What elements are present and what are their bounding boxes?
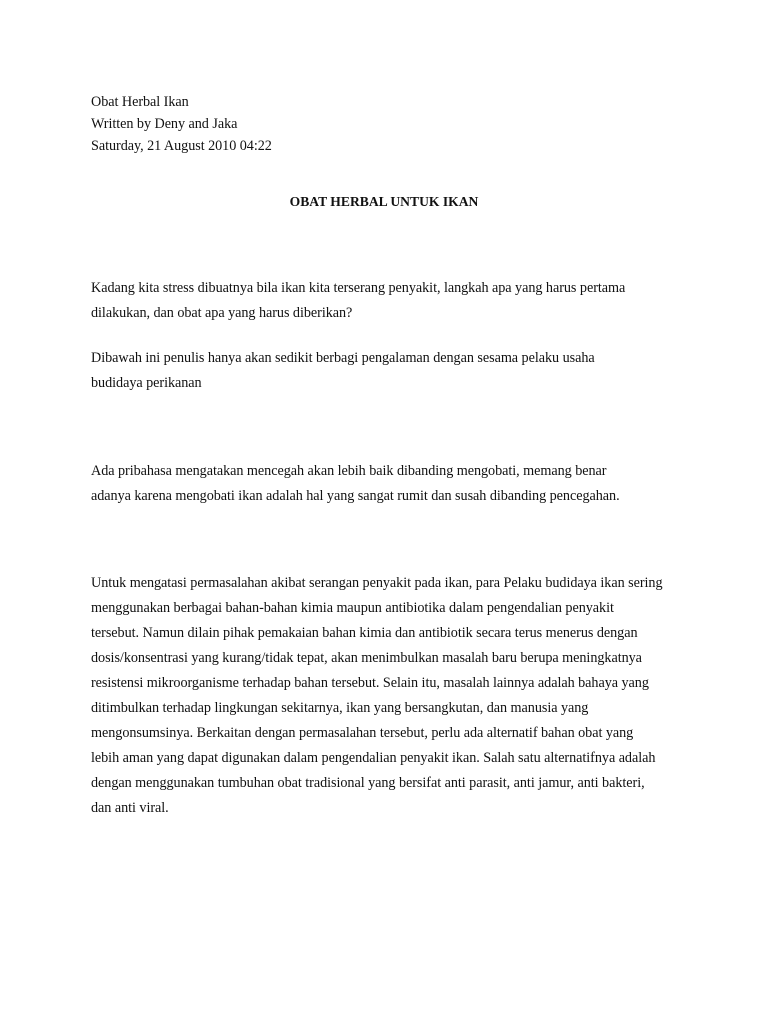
document-title: Obat Herbal Ikan — [91, 94, 189, 110]
paragraph-line: menggunakan berbagai bahan-bahan kimia maupun antibiotika dalam pengendalian penyakit — [91, 600, 614, 616]
paragraph-line: dilakukan, dan obat apa yang harus diberikan? — [91, 305, 353, 321]
paragraph-line: tersebut. Namun dilain pihak pemakaian bahan kimia dan antibiotik secara terus menerus dengan — [91, 625, 638, 641]
paragraph-line: dosis/konsentrasi yang kurang/tidak tepat, akan menimbulkan masalah baru berupa meningkatnya — [91, 650, 642, 666]
paragraph-line: Ada pribahasa mengatakan mencegah akan lebih baik dibanding mengobati, memang benar — [91, 463, 607, 479]
paragraph-line: lebih aman yang dapat digunakan dalam pengendalian penyakit ikan. Salah satu alternatifnya adalah — [91, 750, 656, 766]
paragraph-line: mengonsumsinya. Berkaitan dengan permasalahan tersebut, perlu ada alternatif bahan obat yang — [91, 725, 634, 741]
paragraph-line: dan anti viral. — [91, 800, 169, 816]
paragraph-line: Dibawah ini penulis hanya akan sedikit berbagi pengalaman dengan sesama pelaku usaha — [91, 350, 595, 366]
paragraph-line: dengan menggunakan tumbuhan obat tradisional yang bersifat anti parasit, anti jamur, anti bakteri, — [91, 775, 645, 791]
article-heading: OBAT HERBAL UNTUK IKAN — [289, 194, 479, 209]
paragraph-line: adanya karena mengobati ikan adalah hal yang sangat rumit dan susah dibanding pencegahan. — [91, 488, 620, 504]
paragraph-line: Kadang kita stress dibuatnya bila ikan kita terserang penyakit, langkah apa yang harus pertama — [91, 280, 626, 296]
paragraph-line: budidaya perikanan — [91, 375, 202, 391]
paragraph-line: resistensi mikroorganisme terhadap bahan tersebut. Selain itu, masalah lainnya adalah bahaya yang — [91, 675, 649, 691]
paragraph-line: ditimbulkan terhadap lingkungan sekitarnya, ikan yang bersangkutan, dan manusia yang — [91, 700, 589, 716]
author-line: Written by Deny and Jaka — [91, 116, 238, 132]
paragraph-line: Untuk mengatasi permasalahan akibat serangan penyakit pada ikan, para Pelaku budidaya ikan sering — [91, 575, 663, 591]
date-line: Saturday, 21 August 2010 04:22 — [91, 138, 272, 154]
